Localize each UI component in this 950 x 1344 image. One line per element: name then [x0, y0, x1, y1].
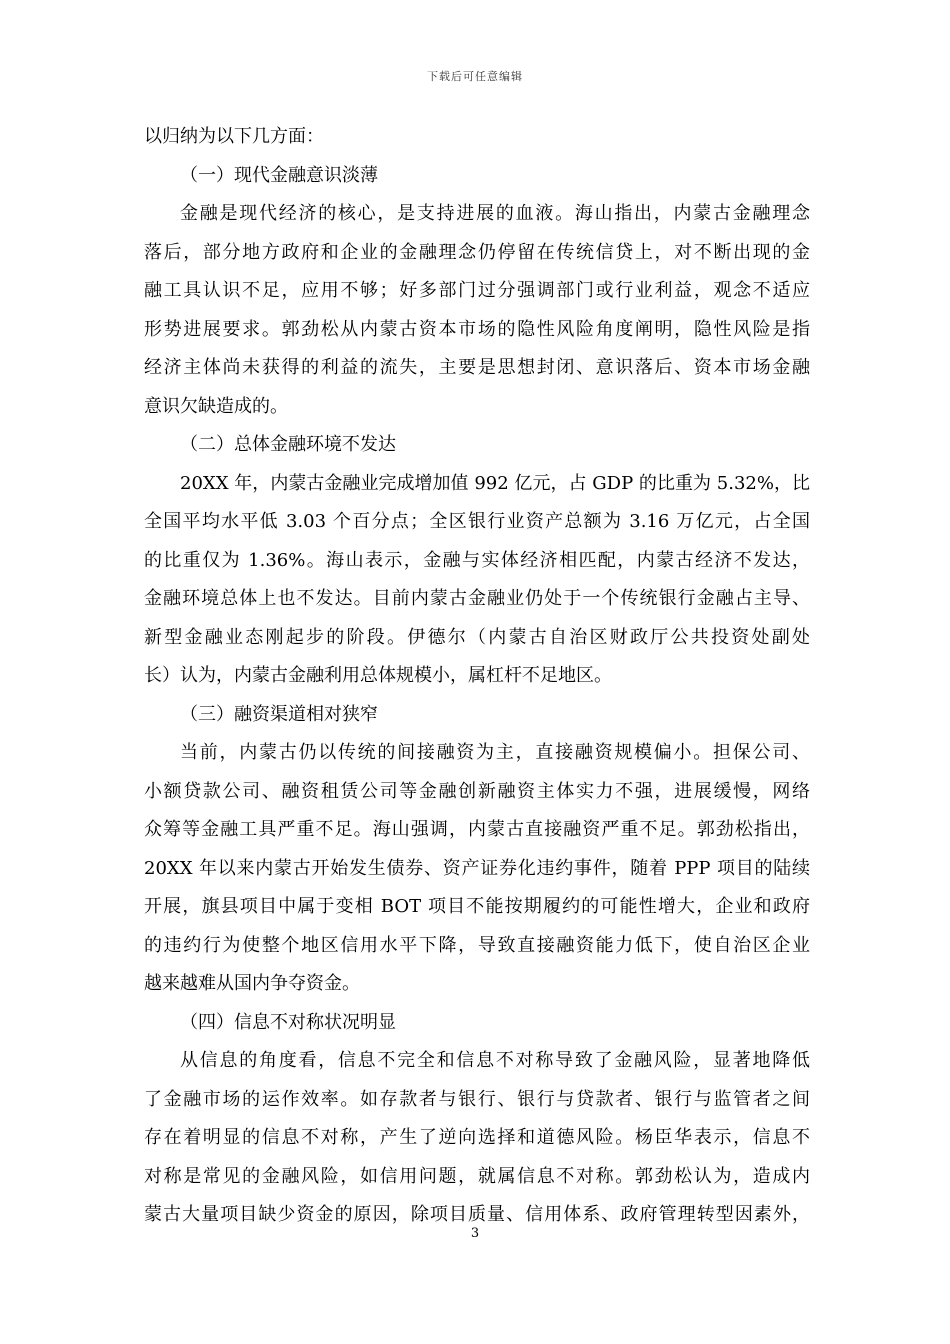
section-heading: （三）融资渠道相对狭窄: [180, 703, 378, 725]
text-line: 20XX 年以来内蒙古开始发生债券、资产证券化违约事件，随着 PPP 项目的陆续: [144, 857, 810, 879]
text-line: 新型金融业态刚起步的阶段。伊德尔（内蒙古自治区财政厅公共投资处副处: [144, 626, 810, 648]
text-line: 存在着明显的信息不对称，产生了逆向选择和道德风险。杨臣华表示，信息不: [144, 1127, 810, 1148]
text-line: 当前，内蒙古仍以传统的间接融资为主，直接融资规模偏小。担保公司、: [180, 742, 810, 763]
section-heading: （二）总体金融环境不发达: [180, 434, 396, 455]
document-body: [144, 118, 810, 1235]
section-heading: （四）信息不对称状况明显: [180, 1011, 396, 1033]
text-line: 全国平均水平低 3.03 个百分点；全区银行业资产总额为 3.16 万亿元，占全国: [144, 511, 810, 532]
text-line: 对称是常见的金融风险，如信用问题，就属信息不对称。郭劲松认为，造成内: [144, 1165, 810, 1187]
text-line: 的违约行为使整个地区信用水平下降，导致直接融资能力低下，使自治区企业: [144, 934, 810, 956]
text-line: 形势进展要求。郭劲松从内蒙古资本市场的隐性风险角度阐明，隐性风险是指: [144, 318, 810, 340]
section-heading: （一）现代金融意识淡薄: [180, 164, 378, 186]
text-line: 小额贷款公司、融资租赁公司等金融创新融资主体实力不强，进展缓慢，网络: [144, 780, 810, 802]
text-line: 长）认为，内蒙古金融利用总体规模小，属杠杆不足地区。: [144, 665, 612, 686]
text-line: 经济主体尚未获得的利益的流失，主要是思想封闭、意识落后、资本市场金融: [144, 357, 810, 378]
text-line: 落后，部分地方政府和企业的金融理念仍停留在传统信贷上，对不断出现的金: [144, 241, 810, 263]
text-line: 金融是现代经济的核心，是支持进展的血液。海山指出，内蒙古金融理念: [180, 203, 810, 224]
text-line: 了金融市场的运作效率。如存款者与银行、银行与贷款者、银行与监管者之间: [144, 1088, 810, 1110]
text-line: 开展，旗县项目中属于变相 BOT 项目不能按期履约的可能性增大，企业和政府: [144, 896, 810, 917]
text-line: 金融环境总体上也不发达。目前内蒙古金融业仍处于一个传统银行金融占主导、: [144, 588, 810, 609]
text-line: 以归纳为以下几方面：: [144, 126, 324, 147]
page-number: 3: [470, 1226, 480, 1241]
text-line: 融工具认识不足，应用不够；好多部门过分强调部门或行业利益，观念不适应: [144, 280, 810, 301]
text-line: 20XX 年，内蒙古金融业完成增加值 992 亿元，占 GDP 的比重为 5.32%，比: [180, 472, 810, 494]
text-line: 意识欠缺造成的。: [144, 395, 288, 417]
text-line: 蒙古大量项目缺少资金的原因，除项目质量、信用体系、政府管理转型因素外，: [144, 1204, 810, 1225]
text-line: 从信息的角度看，信息不完全和信息不对称导致了金融风险，显著地降低: [180, 1050, 810, 1071]
page-header: 下载后可任意编辑: [427, 70, 523, 83]
text-line: 越来越难从国内争夺资金。: [144, 973, 360, 994]
text-line: 众筹等金融工具严重不足。海山强调，内蒙古直接融资严重不足。郭劲松指出，: [144, 819, 810, 840]
text-line: 的比重仅为 1.36%。海山表示，金融与实体经济相匹配，内蒙古经济不发达，: [144, 549, 810, 571]
